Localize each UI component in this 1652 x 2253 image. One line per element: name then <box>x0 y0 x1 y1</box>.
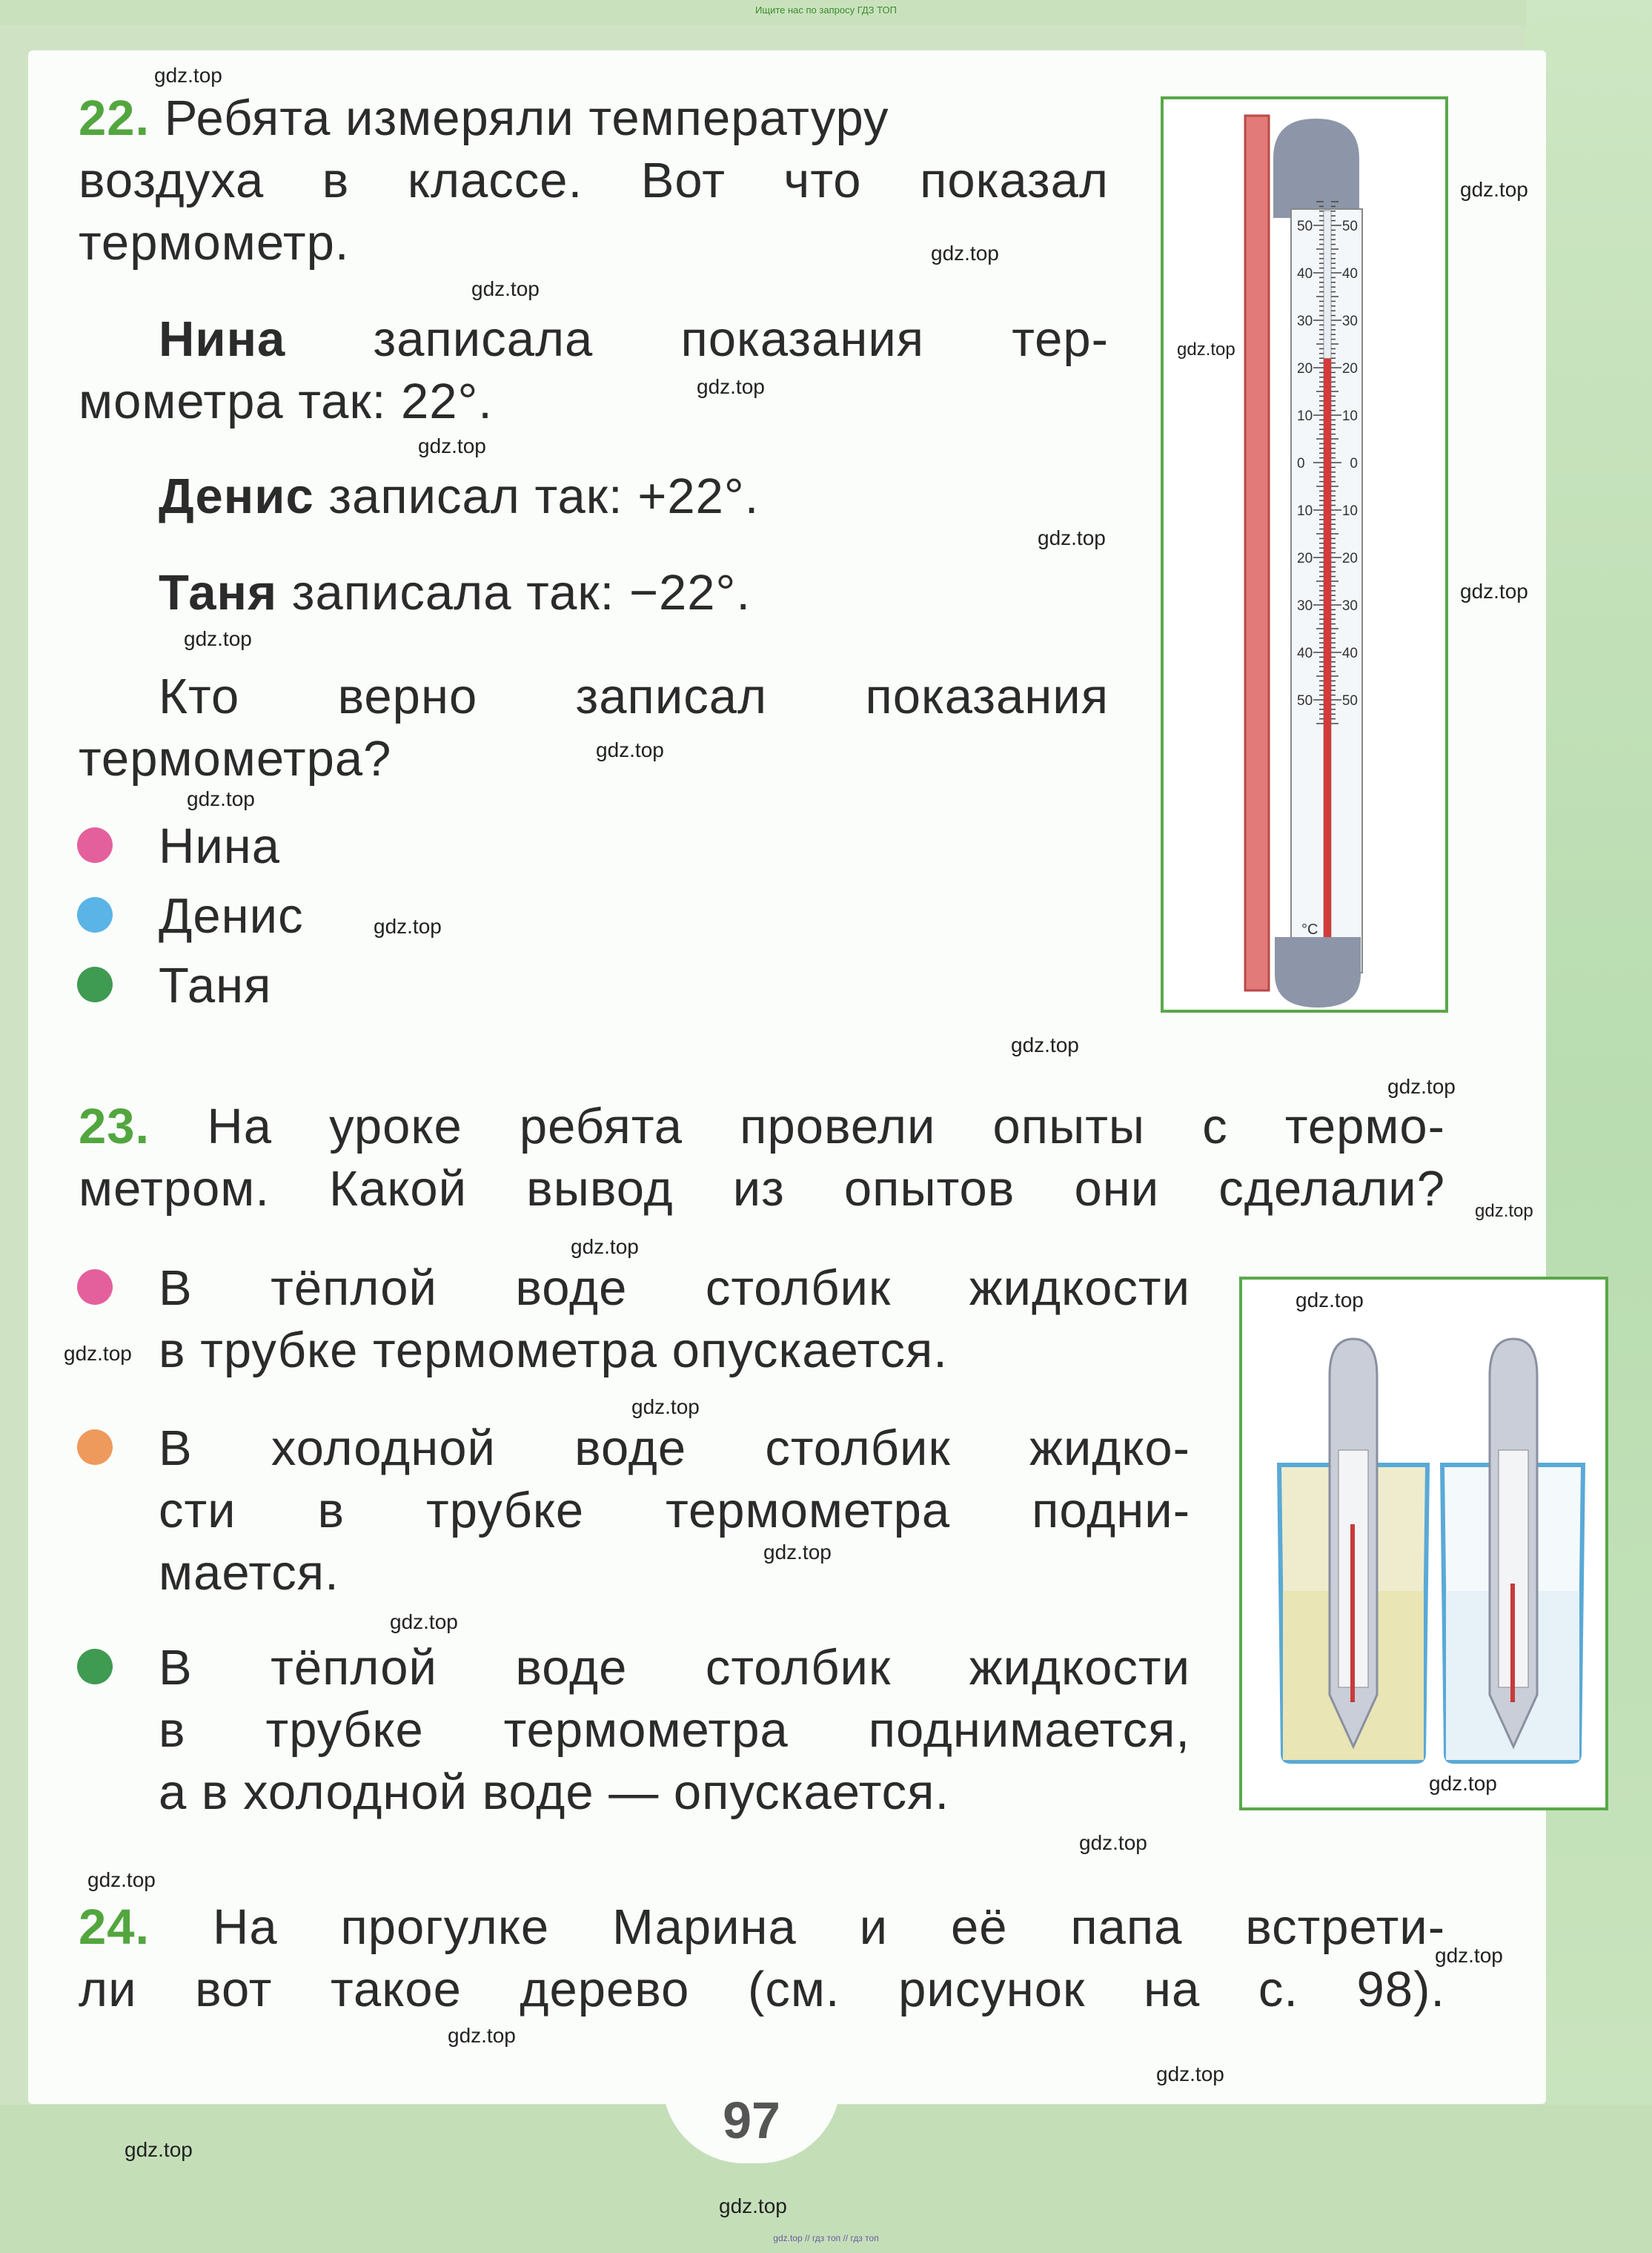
task22-denis-line <box>159 466 1109 528</box>
thermometer-scale-label: 50 <box>1341 693 1358 709</box>
nina-name: Нина <box>159 311 286 367</box>
denis-name: Денис <box>159 469 314 524</box>
thermometer-scale-label: 10 <box>1341 503 1358 519</box>
tanya-name: Таня <box>159 565 278 621</box>
watermark: gdz.top <box>1011 1033 1079 1056</box>
watermark: gdz.top <box>1475 1201 1533 1221</box>
option-orange-dot[interactable] <box>77 1429 113 1465</box>
thermometer-scale-label: 20 <box>1341 551 1358 566</box>
task23-option3-line2[interactable]: в трубке термометра поднимается, <box>159 1702 1190 1758</box>
task23-option1-line1[interactable]: В тёплой воде столбик жидкости <box>159 1260 1190 1316</box>
option-green-dot[interactable] <box>77 1649 113 1684</box>
thermometer-scale-label: 20 <box>1341 361 1358 377</box>
watermark: gdz.top <box>64 1342 132 1365</box>
task24-number: 24. <box>79 1899 150 1955</box>
task22-option-nina[interactable]: Нина <box>159 818 281 874</box>
watermark: gdz.top <box>184 627 252 650</box>
watermark: gdz.top <box>1177 340 1235 360</box>
thermometer-scale-label: 50 <box>1297 219 1313 234</box>
option-blue-dot[interactable] <box>77 897 113 933</box>
cups-illustration-frame <box>1239 1277 1608 1810</box>
watermark: gdz.top <box>1079 1831 1147 1854</box>
task23-option2-line3[interactable]: мается. <box>159 1545 339 1601</box>
task22-option-denis[interactable]: Денис <box>159 888 304 944</box>
task22-number: 22. <box>79 90 150 146</box>
task23-line1 <box>79 1096 1445 1158</box>
watermark: gdz.top <box>631 1395 700 1418</box>
task22-line1 <box>79 87 1109 150</box>
watermark: gdz.top <box>125 2138 193 2161</box>
watermark: gdz.top <box>596 738 664 761</box>
thermometer-board <box>1245 116 1269 990</box>
task22-option-tanya[interactable]: Таня <box>159 958 272 1013</box>
thermometer-unit: °C <box>1301 922 1318 938</box>
top-banner: Ищите нас по запросу ГДЗ ТОП <box>755 4 897 16</box>
thermometer-top-cap <box>1273 119 1359 218</box>
watermark: gdz.top <box>1296 1288 1364 1311</box>
bottom-credit: gdz.top // гдз топ // гдз топ <box>773 2233 879 2243</box>
watermark: gdz.top <box>571 1235 639 1258</box>
thermometer-left-column <box>1350 1524 1355 1702</box>
nina-text1: записала показания тер- <box>373 311 1109 367</box>
option-green-dot[interactable] <box>77 967 113 1002</box>
thermometer-frame <box>1161 96 1448 1013</box>
task22-question-line2: термометра? <box>79 731 392 787</box>
task24-line2: ли вот такое дерево (см. рисунок на с. 98). <box>79 1962 1445 2017</box>
watermark: gdz.top <box>1156 2062 1224 2085</box>
thermometer-liquid-column <box>1324 358 1331 974</box>
watermark: gdz.top <box>1429 1772 1497 1795</box>
watermark: gdz.top <box>719 2194 787 2217</box>
task22-nina-line <box>159 308 1109 371</box>
watermark: gdz.top <box>87 1868 156 1891</box>
watermark: gdz.top <box>154 64 222 87</box>
task22-intro-line3: термометр. <box>79 215 350 271</box>
thermometer-scale-label: 30 <box>1297 598 1313 614</box>
thermometer-scale-label: 40 <box>1341 646 1358 661</box>
tanya-text: записала так: −22°. <box>291 565 751 621</box>
thermometer-scale-label: 10 <box>1297 503 1313 519</box>
thermometer-scale-label: 10 <box>1297 408 1313 424</box>
cups-illustration <box>1242 1280 1605 1807</box>
nina-text2: мометра так: 22°. <box>79 374 493 429</box>
task23-option2-line2[interactable]: сти в трубке термометра подни- <box>159 1483 1190 1538</box>
task23-number: 23. <box>79 1099 150 1154</box>
denis-text: записал так: +22°. <box>328 469 760 524</box>
task23-intro-line2: метром. Какой вывод из опытов они сделали? <box>79 1161 1445 1217</box>
thermometer-illustration <box>1164 99 1445 1010</box>
task23-option3-line1[interactable]: В тёплой воде столбик жидкости <box>159 1640 1190 1695</box>
watermark: gdz.top <box>1387 1075 1456 1098</box>
thermometer-scale-label: 50 <box>1297 693 1313 709</box>
watermark: gdz.top <box>931 242 999 265</box>
thermometer-scale-label: 0 <box>1297 456 1305 472</box>
watermark: gdz.top <box>1038 526 1106 549</box>
thermometer-scale-label: 40 <box>1341 266 1358 282</box>
thermometer-scale-label: 30 <box>1297 314 1313 329</box>
task22-intro-line1: Ребята измеряли температуру <box>164 90 889 146</box>
task24-line1 <box>79 1896 1445 1959</box>
watermark: gdz.top <box>418 434 486 457</box>
watermark: gdz.top <box>390 1610 458 1633</box>
thermometer-bulb-cap <box>1275 937 1361 1008</box>
thermometer-scale-label: 50 <box>1341 219 1358 234</box>
option-pink-dot[interactable] <box>77 827 113 863</box>
thermometer-right-column <box>1510 1584 1515 1702</box>
task23-intro-line1: На уроке ребята провели опыты с термо- <box>207 1099 1445 1154</box>
watermark: gdz.top <box>187 787 255 810</box>
thermometer-scale-label: 40 <box>1297 646 1313 661</box>
watermark: gdz.top <box>1460 580 1528 603</box>
watermark: gdz.top <box>448 2024 516 2047</box>
option-pink-dot[interactable] <box>77 1269 113 1305</box>
thermometer-scale-label: 30 <box>1341 314 1358 329</box>
watermark: gdz.top <box>1460 178 1528 201</box>
watermark: gdz.top <box>1435 1944 1503 1967</box>
thermometer-scale-label: 40 <box>1297 266 1313 282</box>
task22-tanya-line <box>159 562 1109 624</box>
thermometer-scale-label: 20 <box>1297 551 1313 566</box>
thermometer-scale-label: 10 <box>1341 408 1358 424</box>
watermark: gdz.top <box>471 277 540 300</box>
task22-question-line1: Кто верно записал показания <box>159 669 1109 724</box>
thermometer-scale-label: 20 <box>1297 361 1313 377</box>
task23-option1-line2[interactable]: в трубке термометра опускается. <box>159 1323 948 1378</box>
watermark: gdz.top <box>697 375 765 398</box>
page-number: 97 <box>723 2091 780 2149</box>
task22-intro-line2: воздуха в классе. Вот что показал <box>79 153 1109 208</box>
thermometer-scale-label: 30 <box>1341 598 1358 614</box>
thermometer-scale-label: 0 <box>1350 456 1358 472</box>
task23-option2-line1[interactable]: В холодной воде столбик жидко- <box>159 1420 1190 1476</box>
watermark: gdz.top <box>763 1541 832 1564</box>
task24-line1-text: На прогулке Марина и её папа встрети- <box>213 1899 1445 1955</box>
task23-option3-line3[interactable]: а в холодной воде — опускается. <box>159 1764 950 1820</box>
watermark: gdz.top <box>374 915 442 938</box>
